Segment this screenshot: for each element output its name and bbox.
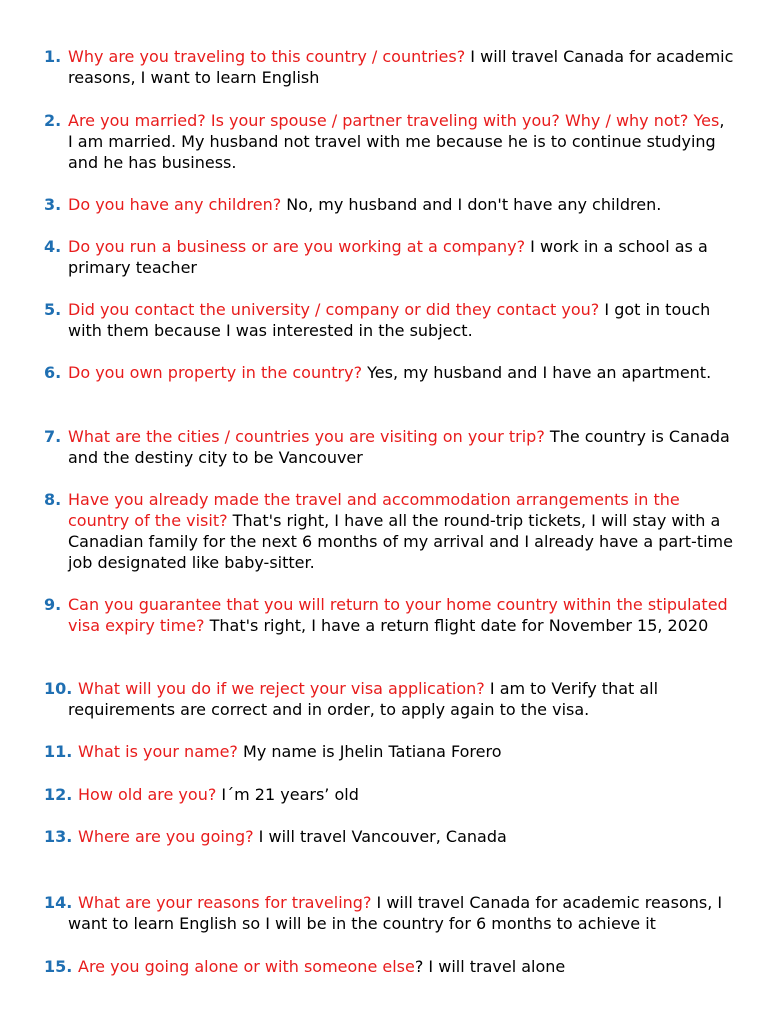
item-number: 8. [44,490,62,509]
question-text: Are you married? Is your spouse / partner traveling with you? Why / why not? Yes [68,111,720,130]
qa-item-2 [44,110,734,173]
qa-item-7 [44,426,734,468]
answer-text: I will travel Canada for academic reasons, I want to learn English so I will be in the country for 6 months to achieve it [68,893,723,933]
answer-text: ? I will travel alone [414,957,566,976]
qa-item-13 [44,826,734,847]
answer-text: I will travel Canada for academic reasons, I want to learn English [68,47,734,87]
item-number: 6. [44,363,62,382]
qa-item-6 [44,362,734,383]
question-text: Do you have any children? [68,195,282,214]
qa-item-12 [44,784,734,805]
item-number: 1. [44,47,62,66]
question-text: Can you guarantee that you will return to your home country within the stipulated visa expiry time? [68,595,728,635]
answer-text: I´m 21 years’ old [216,785,359,804]
qa-item-1 [44,46,734,88]
question-text: What will you do if we reject your visa application? [78,679,485,698]
item-number: 10. [44,679,73,698]
item-number: 15. [44,957,73,976]
item-number: 7. [44,427,62,446]
question-text: What are the cities / countries you are visiting on your trip? [68,427,545,446]
question-text: Where are you going? [78,827,254,846]
answer-text: I got in touch with them because I was interested in the subject. [68,300,711,340]
answer-text: Yes, my husband and I have an apartment. [362,363,712,382]
answer-text: I will travel Vancouver, Canada [253,827,507,846]
item-number: 13. [44,827,73,846]
item-number: 9. [44,595,62,614]
question-text: Are you going alone or with someone else [78,957,415,976]
answer-text: That's right, I have all the round-trip tickets, I will stay with a Canadian family for the next 6 months of my arrival and I already have a part-time job designated like baby-sitter. [68,511,733,572]
qa-item-15 [44,956,734,977]
answer-text: No, my husband and I don't have any children. [281,195,662,214]
item-number: 12. [44,785,73,804]
question-text: Have you already made the travel and accommodation arrangements in the country of the visit? [68,490,680,530]
item-number: 5. [44,300,62,319]
answer-text: I work in a school as a primary teacher [68,237,708,277]
question-text: How old are you? [78,785,217,804]
item-number: 2. [44,111,62,130]
qa-item-10 [44,678,734,720]
qa-item-11 [44,741,734,762]
qa-item-4 [44,236,734,278]
question-text: Why are you traveling to this country / countries? [68,47,466,66]
question-text: What are your reasons for traveling? [78,893,372,912]
answer-text: I am to Verify that all requirements are correct and in order, to apply again to the visa. [68,679,659,719]
question-text: Did you contact the university / company or did they contact you? [68,300,600,319]
qa-item-3 [44,194,734,215]
answer-text: The country is Canada and the destiny city to be Vancouver [68,427,730,467]
item-number: 3. [44,195,62,214]
question-text: Do you run a business or are you working at a company? [68,237,526,256]
qa-item-8 [44,489,734,573]
item-number: 4. [44,237,62,256]
answer-text: My name is Jhelin Tatiana Forero [237,742,502,761]
qa-item-14 [44,892,734,934]
qa-item-5 [44,299,734,341]
qa-item-9 [44,594,734,636]
item-number: 11. [44,742,73,761]
answer-text: , I am married. My husband not travel with me because he is to continue studying and he has business. [68,111,725,172]
question-text: Do you own property in the country? [68,363,363,382]
question-text: What is your name? [78,742,238,761]
answer-text: That's right, I have a return flight date for November 15, 2020 [204,616,709,635]
item-number: 14. [44,893,73,912]
